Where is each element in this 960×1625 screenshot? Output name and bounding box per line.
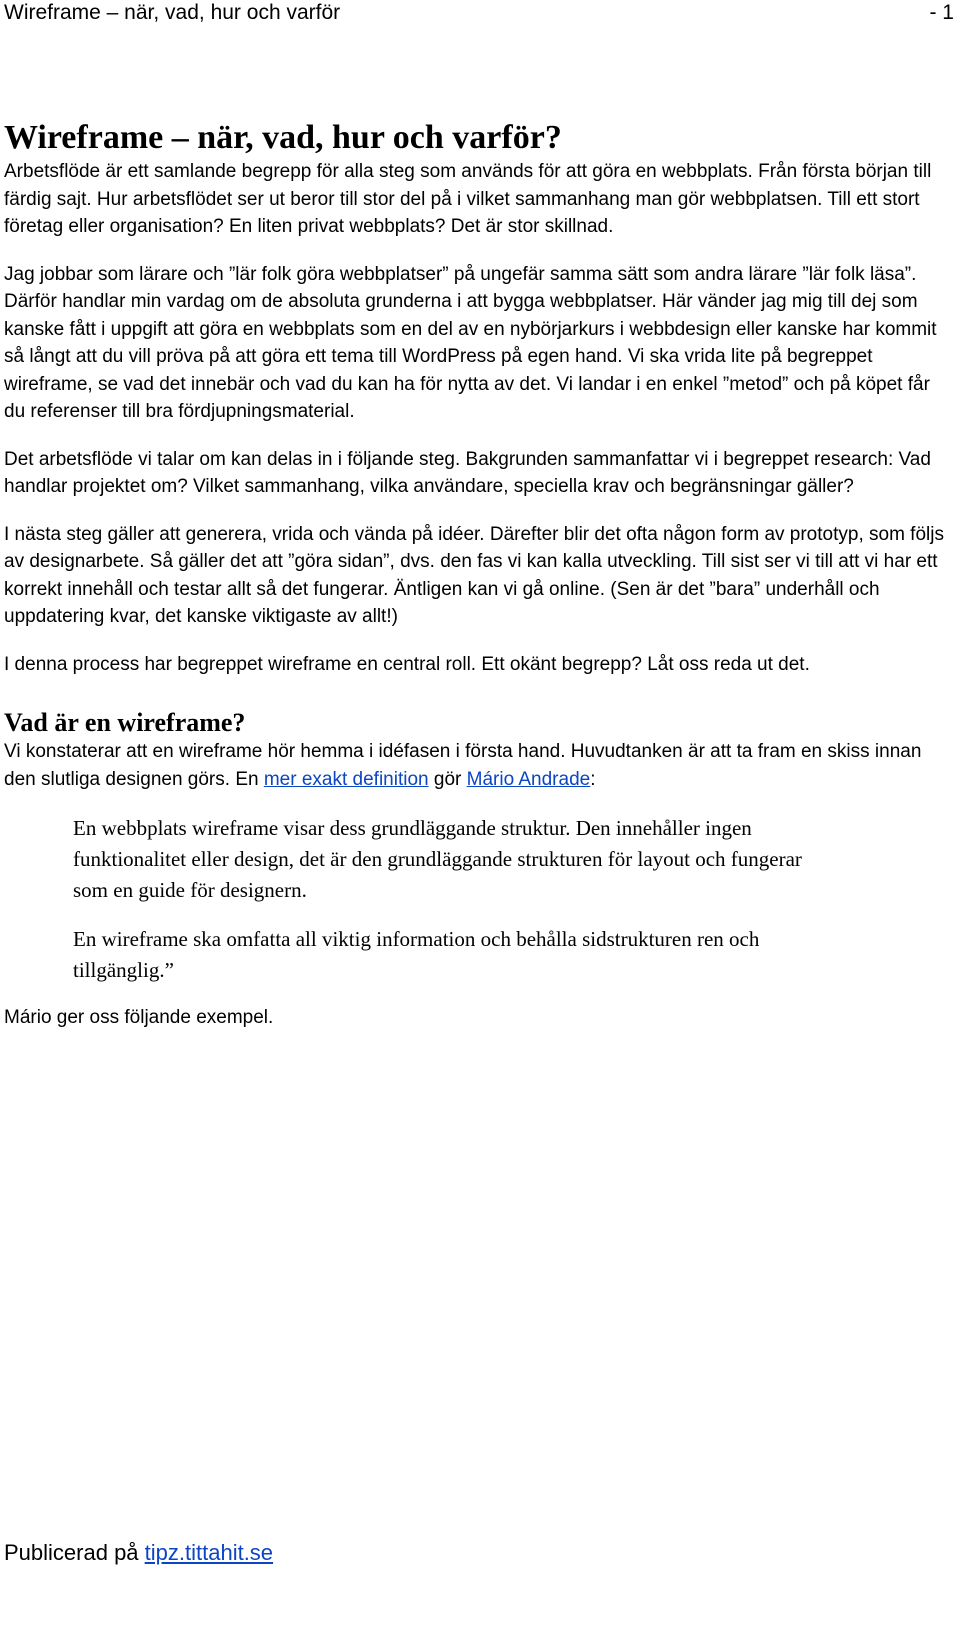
page-header <box>4 0 954 26</box>
paragraph-steps: Det arbetsflöde vi talar om kan delas in i följande steg. Bakgrunden sammanfattar vi i begreppet research: Vad handlar projektet om? Vilket sammanhang, vilka användare, speciella krav och begränsningar gäller? <box>4 448 931 497</box>
paragraph-workflow: Arbetsflöde är ett samlande begrepp för alla steg som används för att göra en webbplats. Från första början till färdig sajt. Hur arbetsflödet ser ut beror till stor del på i vilket sammanhang man gör webbplatsen. Till ett stort företag eller organisation? En liten privat webbplats? Det är stor skillnad. <box>4 161 932 237</box>
author-link[interactable]: Mário Andrade <box>466 768 591 790</box>
paragraph-teacher: Jag jobbar som lärare och ”lär folk göra webbplatser” på ungefär samma sätt som andra lärare ”lär folk läsa”. Därför handlar min vardag om de absoluta grunderna i att bygga webbplatser. Här vänder jag mig till dej som kanske fått i uppgift att göra en webbplats som en del av en nybörjarkurs i webbdesign eller kanske har kommit så långt att du vill pröva på att göra ett tema till WordPress på egen hand. Vi ska vrida lite på begreppet wireframe, se vad det innebär och vad du kan ha för nytta av det. Vi landar i en enkel ”metod” och på köpet får du referenser till bra fördjupningsmaterial. <box>4 263 937 422</box>
intro-text-between: gör <box>428 768 467 790</box>
article <box>4 118 954 1052</box>
page-footer <box>4 1540 273 1566</box>
paragraph-ideas: I nästa steg gäller att generera, vrida och vända på idéer. Därefter blir det ofta någon form av prototyp, som följs av designarbete. Så gäller det att ”göra sidan”, dvs. den fas vi kan kalla utveckling. Till sist ser vi till att vi har ett korrekt innehåll och testar allt så det fungerar. Äntligen kan vi gå online. (Sen är det ”bara” underhåll och uppdatering kvar, det kanske viktigaste av allt!) <box>4 523 944 627</box>
paragraph-section-intro <box>4 738 954 793</box>
article-title: Wireframe – när, vad, hur och varför? <box>4 119 562 156</box>
header-page-number: - 1 <box>929 1 954 24</box>
footer-label: Publicerad på <box>4 1540 145 1565</box>
intro-text-end: : <box>590 768 596 790</box>
quote-paragraph: En webbplats wireframe visar dess grundläggande struktur. Den innehåller ingen funktionalitet eller design, det är den grundläggande strukturen för layout och fungerar som en guide för designern. <box>73 816 802 902</box>
section-heading: Vad är en wireframe? <box>4 708 246 737</box>
paragraph-closing: Mário ger oss följande exempel. <box>4 1007 274 1028</box>
definition-link[interactable]: mer exakt definition <box>263 768 429 790</box>
footer-site-link[interactable]: tipz.tittahit.se <box>144 1540 274 1565</box>
intro-text-start: Vi konstaterar att en wireframe hör hemma i idéfasen i första hand. Huvudtanken är att ta fram en skiss innan den slutliga designen görs. En <box>4 741 922 790</box>
paragraph-process: I denna process har begreppet wireframe en central roll. Ett okänt begrepp? Låt oss reda ut det. <box>4 653 810 675</box>
blockquote <box>73 813 833 986</box>
header-title: Wireframe – när, vad, hur och varför <box>4 1 341 24</box>
quote-paragraph: En wireframe ska omfatta all viktig information och behålla sidstrukturen ren och tillgänglig.” <box>73 927 760 982</box>
